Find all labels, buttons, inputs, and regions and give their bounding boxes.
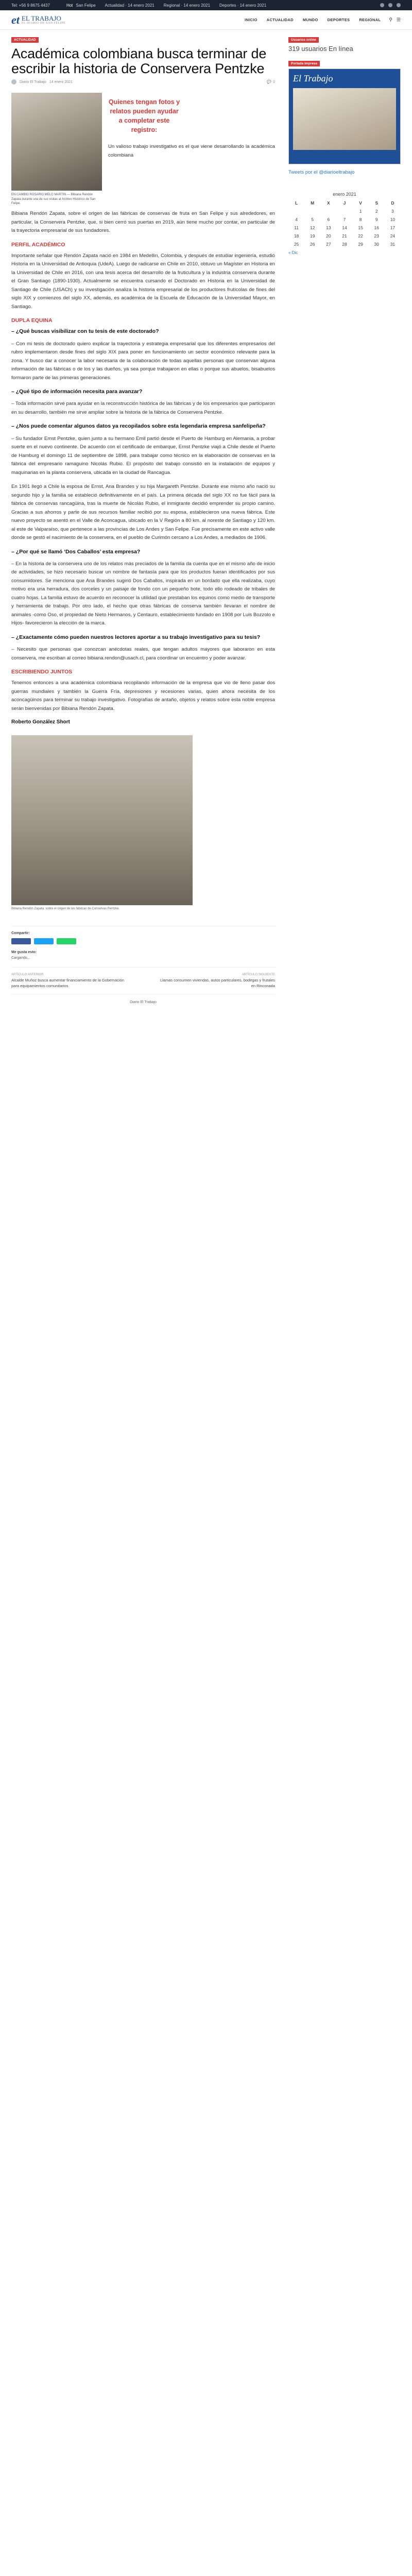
category-badge[interactable]: ACTUALIDAD [11, 37, 39, 43]
photo-caption: EN CAMBIO ROSARIO MELO MARTIN — Bibiana Rendón Zapata durante una de sus visitas al Archivo Histórico de San Felipe. [11, 193, 96, 206]
paragraph: – Con mi tesis de doctorado quiero explicar la trayectoria y estrategia empresarial que los diferentes empresarios del rubro implementaron desde fines del siglo XIX para poner en funcionamiento un sector económico relevante para la zona. Y busco dar a conocer la labor necesaria de la colaboración de todas aquellas personas que conservan alguna información de las fábricas o de los y las dueños, ya sea porque trabajaron en ellas o porque sus abuelos, bisabuelos formaron parte de las primeras generaciones. [11, 341, 275, 381]
calendar-month: enero 2021 [333, 191, 356, 197]
main-nav [245, 18, 381, 22]
nav-item-regional[interactable]: REGIONAL [359, 18, 381, 22]
paragraph: En 1901 llegó a Chile la esposa de Ernst, Ana Brandes y su hija Margareth Pentzke. Durante ese mismo año nació su segundo hijo y la familia se estableció definitivamente en el país. La primera década del siglo XX no fue fácil para la fábrica de conservas rancagüina, tras la muerte de Nicolás Rubio, el inmigrante decidió emprender su propio camino. Gracias a sus ahorros y parte de sus recursos familiar recibió por su esposa, establecieron una nueva fábrica. Este nuevo proyecto se asentó en el Valle de Aconcagua, ubicado en la V Región a 80 km. al noreste de Santiago y 120 km. al este de Valparaíso, que pertenece a las provincias de Los Andes y San Felipe. Fue precisamente en este activo valle donde se gestó el nacimiento de la conservera, en el pueblo de Curimón cercano a Los Andes, a mediados de 1906. [11, 484, 275, 541]
publish-date: 14 enero 2021 [49, 80, 73, 84]
nav-item-actualidad[interactable]: ACTUALIDAD [266, 18, 294, 22]
phone-text: Tel: +56 9 8675 4437 [11, 3, 50, 8]
paragraph: Importante señalar que Rendón Zapata nació en 1984 en Medellín, Colombia, y después de estudiar ingeniería, estudió Historia en la Universidad de Antioquia (UdeA). Luego de radicarse en Chile en 2010, obtuvo un Magíster en Historia en la Universidad de Chile en 2016, con una tesis acerca del desarrollo de la fruticultura y la industria conservera durante el Gran Santiago (1890-1930). Actualmente se encuentra cursando el Doctorado en Historia en la Universidad de Santiago de Chile (USACh) y su investigación analiza la historia empresarial de los productores frutícolas de fines del siglo XIX y comienzos del siglo XX, además, es académica de la Escuela de Educación de la Universidad Mayor, en Santiago. [11, 252, 275, 310]
paragraph: – Toda información sirve para ayudar en la reconstrucción histórica de las fábricas y de los empresarios que participaron en su desarrollo, también me sirve ampliar sobre la historia de la fábrica de Conservera Pentzke. [11, 401, 275, 415]
avatar [11, 79, 16, 84]
paragraph: Bibiana Rendón Zapata, sobre el origen de las fábricas de conservas de fruta en San Felipe y sus alrededores, en particular, la Conservera Pentzke, que, si bien cerró sus puertas en 2019, aún tiene mucho por contar, en particular de la trayectoria empresarial de sus fundadores. [11, 211, 275, 234]
calendar: enero 2021 L M X J V S D 1 2 3 4 5 6 7 8 9 10 11 12 13 14 15 16 17 18 19 20 21 22 23 24 25 26 27 28 29 30 31 « Dic [288, 192, 401, 255]
top-bar [0, 0, 412, 10]
widget-tag: Portada impresa [288, 61, 320, 66]
lead-block [11, 93, 275, 206]
interview-question: – ¿Exactamente cómo pueden nuestros lectores aportar a su trabajo investigativo para su tesis? [11, 634, 261, 640]
lead-photo [11, 93, 102, 191]
paragraph: – Necesito que personas que conozcan anécdotas reales, que tengan adultos mayores que laboraron en esta conservera, me escriban al correo bibiana.rendon@usach.cl, para coordinar un encuentro y poder avanzar. [11, 647, 275, 661]
ticker-item[interactable]: Regional · 14 enero 2021 [163, 3, 211, 8]
paragraph: – En la historia de la conservera uno de los relatos más preciados de la familia da cuenta que en el mismo año de inicio de actividades, se hizo necesario buscar un nombre de fantasía para que los productos fueran identificados por sus consumidores. Se menciona que Ana Brandes sugirió Dos Caballos, inspirada en un bordado que ella realizaba, cuyo motivo era una herradura, dos corceles y un paisaje de fondo con un pequeño bote, todo ello rodeado de tribales de cuatro hojas. La familia estuvo de acuerdo en reconocer la utilidad que prestaban los equinos como medio de transporte y herramienta de trabajo. Por otro lado, el hecho que otras fábricas de conserva también llevaran el nombre de animales -como Oso, el propiedad de Nieto Hermanos, y Centauro, establecimiento fundado en 1908 por Luis Bozzolo e Hijos- favorecieron la elección de la marca. [11, 561, 275, 626]
comment-count[interactable]: 💬 0 [267, 80, 275, 84]
widget-tag: Usuarios online [288, 37, 319, 43]
print-cover[interactable]: El Trabajo [288, 69, 401, 164]
cover-image [293, 88, 396, 150]
interview-question: – ¿Nos puede comentar algunos datos ya recopilados sobre esta legendaria empresa sanfelipeña? [11, 423, 266, 430]
interview-question: – ¿Qué buscas visibilizar con tu tesis de este doctorado? [11, 328, 159, 335]
twitter-timeline-link[interactable]: Tweets por el @diarioeltrabajo [288, 170, 355, 175]
paragraph: Tenemos entonces a una académica colombiana recopilando información de la empresa que vio de lleno pasar dos guerras mundiales y también la Guerra Fría, depresiones y recesiones varias, quien ahora necesita de los aconcagüinos para terminar su trabajo investigativo. Fotografías de antaño, objetos y relatos sobre esta noble empresa serán bienvenidas por Bibiana Rendón Zapata. [11, 680, 275, 711]
section-heading: DUPLA EQUINA [11, 317, 53, 324]
share-block [11, 926, 275, 944]
article-meta [11, 79, 275, 84]
post-navigation [11, 967, 275, 994]
signature: Roberto González Short [11, 719, 70, 725]
menu-icon[interactable]: ☰ [396, 17, 401, 22]
site-header [0, 10, 412, 30]
comment-icon: 💬 [267, 80, 272, 84]
online-users: 319 usuarios En línea [288, 45, 353, 53]
share-twitter-button[interactable] [34, 938, 54, 944]
nav-item-mundo[interactable]: MUNDO [302, 18, 318, 22]
interview-question: – ¿Por qué se llamó ‘Dos Caballos’ esta empresa? [11, 548, 141, 555]
article-photo [11, 735, 193, 905]
section-heading: PERFIL ACADÉMICO [11, 241, 65, 248]
share-facebook-button[interactable] [11, 938, 31, 944]
article-title: Académica colombiana busca terminar de escribir la historia de Conservera Pentzke [11, 46, 267, 77]
author-link[interactable]: Diario El Trabajo [20, 80, 46, 84]
ticker-item[interactable]: Deportes · 14 enero 2021 [219, 3, 267, 8]
nav-item-inicio[interactable]: INICIO [244, 18, 258, 22]
facebook-icon[interactable] [380, 3, 384, 7]
article [11, 34, 275, 1020]
instagram-icon[interactable] [397, 3, 401, 7]
sidebar [288, 34, 401, 1020]
section-heading: ESCRIBIENDO JUNTOS [11, 669, 73, 675]
news-ticker [66, 3, 266, 8]
nav-item-deportes[interactable]: DEPORTES [327, 18, 350, 22]
share-whatsapp-button[interactable] [57, 938, 76, 944]
interview-question: – ¿Qué tipo de información necesita para avanzar? [11, 388, 143, 395]
ticker-item[interactable]: Hot San Felipe [66, 3, 96, 8]
site-logo[interactable]: et EL TRABAJO EL DIARIO DE SAN FELIPE [11, 13, 66, 26]
ticker-item[interactable]: Actualidad · 14 enero 2021 [105, 3, 154, 8]
share-label: Compartir: [11, 931, 30, 936]
twitter-icon[interactable] [388, 3, 392, 7]
next-article-link[interactable]: ARTÍCULO SIGUIENTE Llamas consumen viviendas, autos particulares, bodegas y frutales en Rinconada [160, 973, 275, 988]
social-links [380, 3, 401, 7]
photo-caption: Bibiana Rendón Zapata, sobre el origen de las fábricas de Conservas Pentzke. [11, 907, 120, 911]
pull-quote: Quienes tengan fotos y relatos pueden ayudar a completar este registro: [108, 98, 180, 133]
intro-paragraph: Un valioso trabajo investigativo es el que viene desarrollando la académica colombiana [108, 144, 275, 158]
like-block: Me gusta esto: Cargando... [11, 951, 37, 960]
author-box[interactable]: Diario El Trabajo [130, 1001, 157, 1005]
paragraph: – Su fundador Ernst Pentzke, quien junto a su hermano Emil partió desde el Puerto de Hamburg en Alemania, a probar suerte en el nuevo continente. De acuerdo con el certificado de embarque, Ernst Pentzke viajó a Chile desde el Puerto de Hamburg el domingo 11 de septiembre de 1898, para trabajar como técnico en la elaboración de conservas en la fábrica del empresario ramaguino Nicolás Rubio. El propósito del trabajo consistió en la instalación de equipos y maquinarias en la planta conservera, ubicada en la ciudad de Rancagua. [11, 435, 275, 476]
search-icon[interactable]: ⚲ [389, 17, 392, 22]
calendar-prev-link[interactable]: « Dic [288, 250, 298, 255]
previous-article-link[interactable]: ARTÍCULO ANTERIOR Alcalde Muñoz busca aumentar financiamiento de la Gobernación para equipamientos comunitarios [11, 973, 124, 988]
